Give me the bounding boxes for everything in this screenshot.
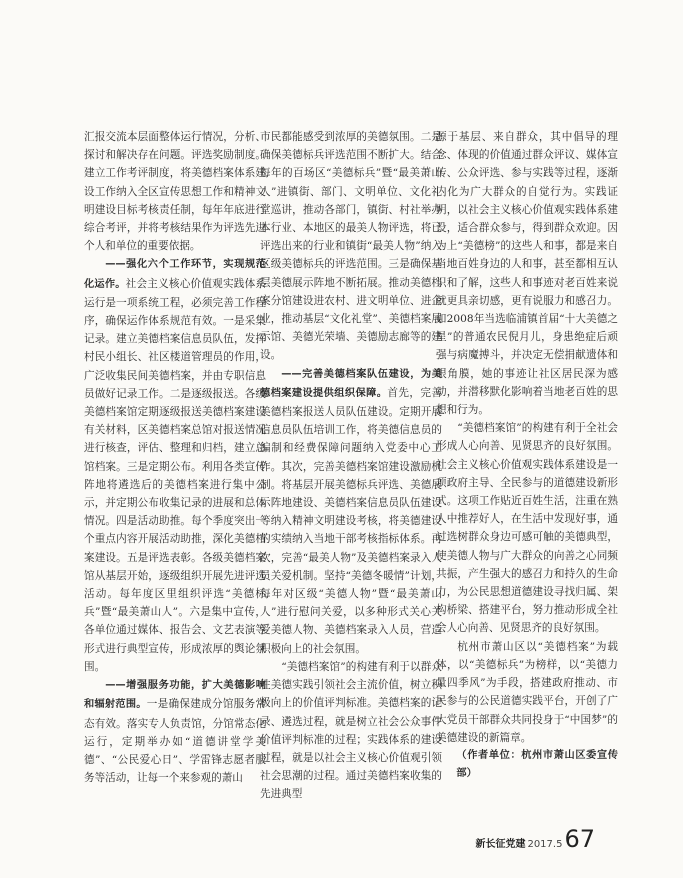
paragraph [84,676,266,787]
paragraph-text: 首先，完善美德档案报送人员队伍建设。定期开展信息员队伍培训工作，将美德信息员的编制和经费保障问题纳入党委中心工作。其次，完善美德档案馆建设激励机制。将基层开展美德标兵评选、美德展示阵地建设、美德档案信息员队伍建设等纳入精神文明建设考核，将美德建设的实绩纳入当地干部考核指标体系。再次，完善“最美人物”及美德档案录入人员关爱机制。坚持“美德冬暖情”计划，每年对区级“美德人物”暨“最美萧山人”进行慰问关爱，以多种形式关心关爱美德人物、美德档案录入人员，营造积极向上的社会氛围。 [260,386,443,655]
page-footer [475,825,595,853]
text-column-1 [84,128,266,787]
text-column-3 [436,128,618,783]
paragraph: “美德档案馆”的构建有利于以群众性美德实践引领社会主流价值，树立积极向上的价值评判标准。美德档案的记录、遴选过程，就是树立社会公众事件价值评判标准的过程；实践体系的建设过程，就是以社会主义核心价值观引领社会思潮的过程。通过美德档案收集的先进典型 [260,660,442,801]
paragraph: 市民都能感受到浓厚的美德氛围。二是确保美德标兵评选范围不断扩大。结合每年的百场区“美德标兵”暨“最美萧山人”进镇街、部门、文明单位、文化礼堂巡讲，推动各部门，镇街、村社举办本行业、本地区的最美人物评选，将已评选出来的行业和镇街“最美人物”纳入区级美德标兵的评选范围。三是确保基层美德展示阵地不断拓展。推动美德档案分馆建设进农村、进文明单位、进企业，推动基层“文化礼堂”、美德档案展示馆、美德光荣墙、美德励志廊等的建设。 [260,131,442,362]
paragraph: 杭州市萧山区以“美德档案”为载体，以“美德标兵”为榜样，以“美德力量四季风”为手段，搭建政府推动、市民参与的公民道德实践平台，开创了广大党员干部群众共同投身于“中国梦”的美德建设的新篇章。 [436,640,618,744]
text-column-2 [260,128,442,804]
author-affiliation: （作者单位：杭州市萧山区委宣传部） [456,749,618,780]
paragraph: 源于基层、来自群众，其中倡导的理念、体现的价值通过群众评议、媒体宣传、公众评选、参与实践等过程，逐渐内化为广大群众的自觉行为。实践证明，以社会主义核心价值观实践体系建设，适合群众参与，得到群众欢迎。因为上“美德榜”的这些人和事，都是来自当地百姓身边的人和事，甚至都相互认识和了解，这些人和事迹对老百姓来说就更具亲切感，更有说服力和感召力。如2008年当选临浦镇首届“十大美德之星”的普通农民倪月儿，身患绝症后顽强与病魔搏斗，并决定无偿捐献遗体和眼角膜，她的事迹让社区居民深为感动，并潜移默化影响着当地老百姓的思想和行为。 [436,131,618,417]
magazine-logo: 新长征党建 [475,839,526,850]
issue-number: 2017.5 [527,839,563,850]
paragraph-text: 社会主义核心价值观实践体系运行是一项系统工程，必须完善工作程序，确保运作体系规范有效。一是采集记录。建立美德档案信息员队伍，发挥村民小组长、社区楼道管理员的作用，广泛收集民间美德档案，并由专职信息员做好记录工作。二是逐级报送。各级美德档案馆定期逐级报送美德档案建设有关材料，区美德档案总馆对报送情况进行核查，评估、整理和归档，建立总馆档案。三是定期公布。利用各类宣传阵地将遴选后的美德档案进行集中公示，并定期公布收集记录的进展和总体情况。四是活动助推。每个季度突出一个重点内容开展活动助推，深化美德档案建设。五是评选表彰。各级美德档案馆从基层开始，逐级组织开展先进评选活动。每年度区里组织评选“美德标兵”暨“最美萧山人”。六是集中宣传，各单位通过媒体、报告会、文艺表演等形式进行典型宣传，形成浓厚的舆论氛围。 [84,277,267,673]
paragraph [84,255,266,676]
paragraph: 汇报交流本层面整体运行情况，分析、探讨和解决存在问题。评选奖励制度。建立工作考评制度，将美德档案体系建设工作纳入全区宣传思想工作和精神文明建设目标考核责任制，每年年底进行综合考评，并将考核结果作为评选先进个人和单位的重要依据。 [84,131,266,253]
paragraph: “美德档案馆”的构建有利于全社会形成人心向善、见贤思齐的良好氛围。社会主义核心价值观实践体系建设是一项政府主导、全民参与的道德建设新形式。这项工作贴近百姓生活，注重在熟人中推荐好人，在生活中发现好事，通过选树群众身边可感可触的美德典型，使美德人物与广大群众的向善之心同频共振，产生强大的感召力和持久的生命力，为公民思想道德建设寻找归属、架构桥梁、搭建平台，努力推动形成全社会人心向善、见贤思齐的良好氛围。 [436,422,618,635]
section-heading: ——强化六个工作环节，实现规范化运作。 [84,259,266,290]
section-heading: ——增强服务功能，扩大美德影响和辐射范围。 [84,680,266,711]
paragraph [260,365,442,658]
section-heading: ——完善美德档案队伍建设，为美德档案建设提供组织保障。 [260,368,442,399]
paragraph-text: 一是确保建成分馆服务常态有效。落实专人负责馆，分馆常态化运行，定期举办如“道德讲堂学美德”、“公民爱心日”、学雷锋志愿者服务等活动，让每一个来参观的萧山 [84,698,267,785]
page-number: 67 [564,825,595,853]
